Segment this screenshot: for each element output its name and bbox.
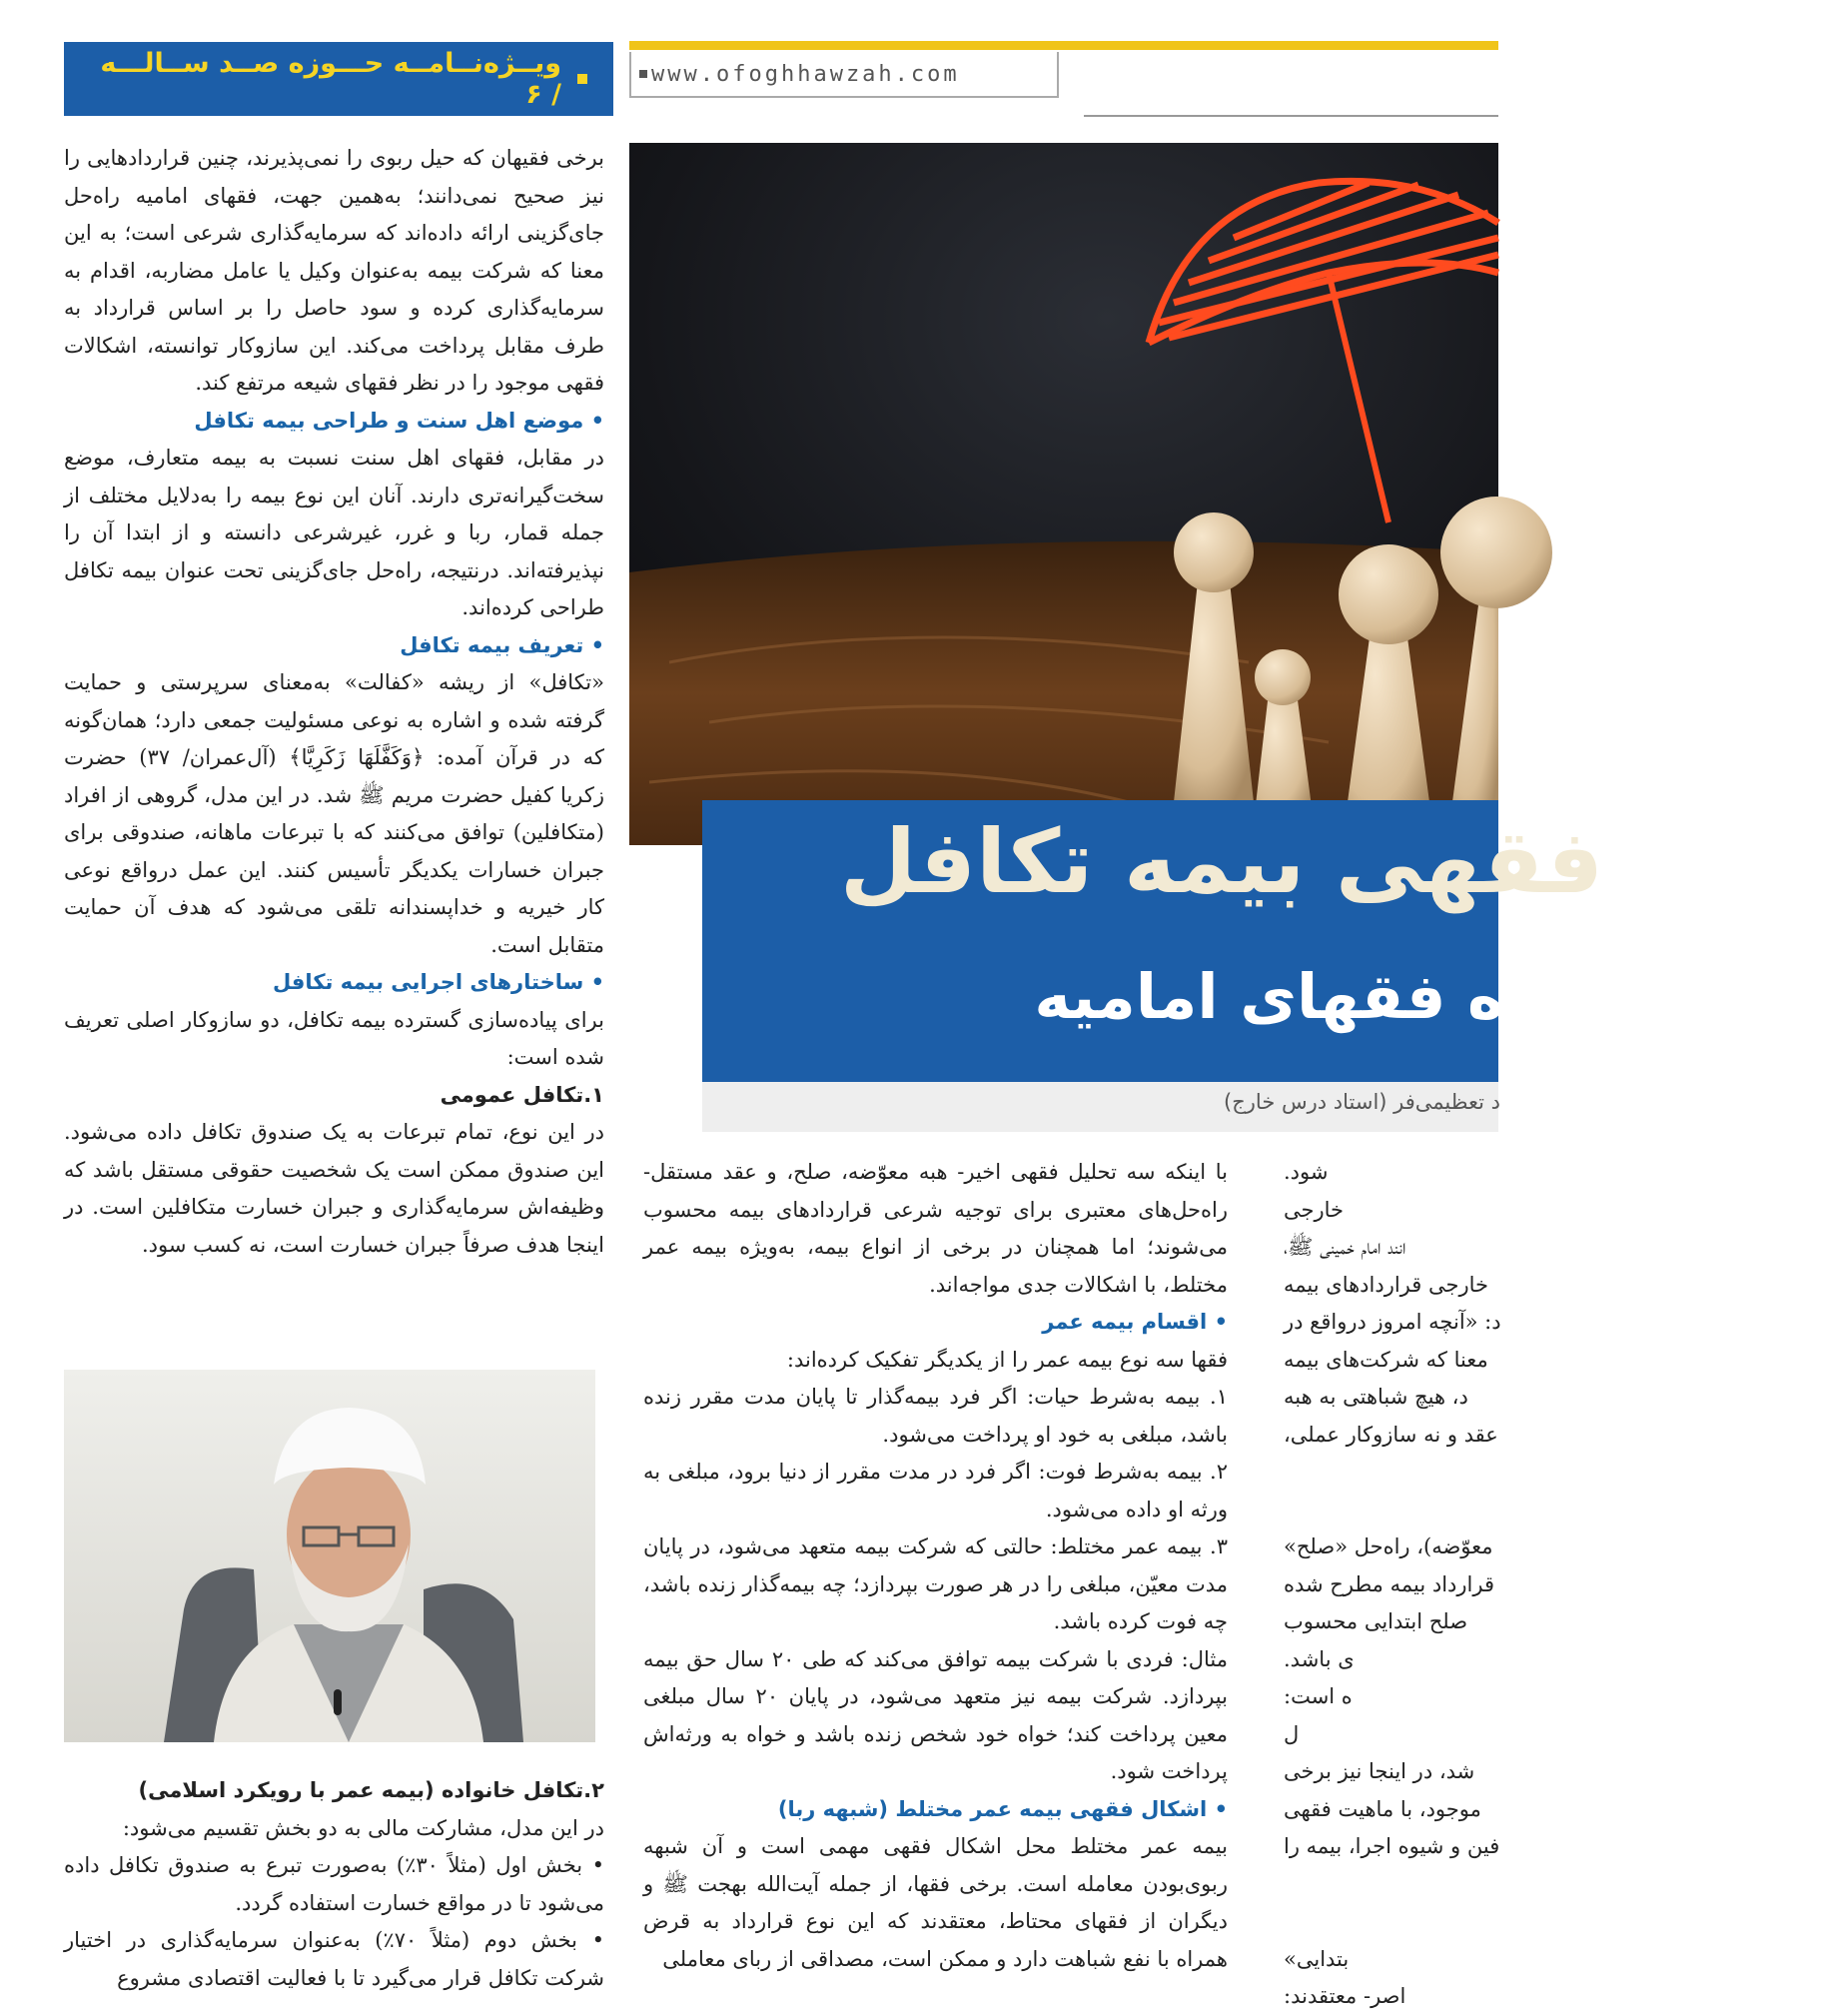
bullet-first-share: • بخش اول (مثلاً ۳۰٪) به‌صورت تبرع به صندوق تکافل داده می‌شود تا در مواقع خسارت استفاده گردد.: [64, 1853, 604, 1915]
text-line: شد، در اینجا نیز برخی: [1284, 1759, 1475, 1783]
text-line: بتدایی»: [1284, 1946, 1350, 1971]
subheading-general-takaful: ۱.تکافل عمومی: [440, 1082, 604, 1107]
paragraph-three-types: فقها سه نوع بیمه عمر را از یکدیگر تفکیک کرده‌اند:: [786, 1347, 1228, 1372]
text-line: د: «آنچه امروز درواقع در: [1284, 1310, 1501, 1334]
text-line: [1284, 1866, 1843, 1904]
text-line: موجود، با ماهیت فقهی: [1284, 1796, 1481, 1821]
list-item-death: ۲. بیمه به‌شرط فوت: اگر فرد در مدت مقرر از دنیا برود، مبلغی به ورثه او داده می‌شود.: [643, 1460, 1228, 1521]
paragraph-fiqh-analyses: با اینکه سه تحلیل فقهی اخیر- هبه معوّضه، صلح، و عقد مستقل- راه‌حل‌های معتبری برای توجیه شرعی قراردادهای بیمه محسوب می‌شوند؛ اما همچنان در برخی از انواع بیمه، به‌ویژه بیمه عمر مختلط، با اشکالات جدی مواجه‌اند.: [643, 1160, 1228, 1297]
text-line: قرارداد بیمه مطرح شده: [1284, 1571, 1494, 1596]
left-column: [64, 140, 604, 1369]
author-portrait-photo: [64, 1370, 595, 1742]
paragraph-takaful-definition: «تکافل» از ریشه «کفالت» به‌معنای سرپرستی و حمایت گرفته شده و اشاره به نوعی مسئولیت جمعی دارد؛ همان‌گونه که در قرآن آمده: ﴿وَكَفَّلَهَا زَكَرِيَّا﴾ (آل‌عمران/ ۳۷) حضرت زکریا کفیل حضرت مریم ﷺ شد. در این مدل، گروهی از افراد (متکافلین) توافق می‌کنند که با تبرعات ماهانه، صندوقی برای جبران خسارات یکدیگر تأسیس کنند. این عمل درواقع نوعی کار خیریه و خداپسندانه تلقی می‌شود که هدف آن حمایت متقابل است.: [64, 670, 604, 957]
text-line: فین و شیوه اجرا، بیمه را: [1284, 1834, 1500, 1858]
header-accent-bar: [629, 41, 1498, 50]
text-line: شود.: [1284, 1160, 1329, 1184]
text-line: ه است:: [1284, 1684, 1353, 1708]
subheading-takaful-definition: • تعریف بیمه تکافل: [400, 632, 604, 657]
subheading-family-takaful: ۲.تکافل خانواده (بیمه عمر با رویکرد اسلامی): [138, 1778, 604, 1802]
section-banner-label: ویــژه‌نــامــه حـــوزه صــد ســالـــه / ۶: [100, 48, 561, 110]
subheading-life-insurance-types: • اقسام بیمه عمر: [1042, 1310, 1228, 1334]
website-url[interactable]: www.ofoghhawzah.com: [651, 61, 960, 87]
text-line: د، هیچ شباهتی به هبه: [1284, 1385, 1468, 1409]
subheading-riba-issue: • اشکال فقهی بیمه عمر مختلط (شبهه ربا): [777, 1796, 1228, 1821]
subheading-sunni-position: • موضع اهل سنت و طراحی بیمه تکافل: [194, 408, 604, 433]
left-column-continued: [64, 1772, 604, 2001]
text-line: معوّضه)، راه‌حل «صلح»: [1284, 1534, 1493, 1558]
text-line: صلح ابتدایی محسوب: [1284, 1609, 1468, 1633]
section-banner: [64, 42, 613, 116]
byline-bar: [702, 1082, 1498, 1132]
bullet-square-icon: [639, 70, 647, 78]
text-line: [1284, 1454, 1843, 1492]
website-url-box[interactable]: [629, 52, 1059, 98]
paragraph-general-takaful: در این نوع، تمام تبرعات به یک صندوق تکافل داده می‌شود. این صندوق ممکن است یک شخصیت حقوقی مستقل باشد که وظیفه‌اش سرمایه‌گذاری و جبران خسارت متکافلین است. در اینجا هدف صرفاً جبران خسارت است، نه کسب سود.: [64, 1120, 604, 1257]
article-title-box: [702, 800, 1603, 1082]
paragraph-takaful-structures: برای پیاده‌سازی گسترده بیمه تکافل، دو سازوکار اصلی تعریف شده است:: [64, 1007, 604, 1069]
right-column-fragment: [1284, 1154, 1501, 2008]
paragraph-sunni-position: در مقابل، فقهای اهل سنت نسبت به بیمه متعارف، موضع سخت‌گیرانه‌تری دارند. آنان این نوع بیمه را به‌دلایل مختلف از جمله قمار، ربا و غرر، غیرشرعی دانسته و از ابتدا آن را نپذیرفته‌اند. درنتیجه، راه‌حل جای‌گزینی تحت عنوان بیمه تکافل طراحی کرده‌اند.: [64, 446, 604, 619]
list-item-mixed: ۳. بیمه عمر مختلط: حالتی که شرکت بیمه متعهد می‌شود، در پایان مدت معیّن، مبلغی را در هر صورت بپردازد؛ چه بیمه‌گذار زنده باشد، چه فوت کرده باشد.: [643, 1534, 1228, 1633]
paragraph-family-takaful: در این مدل، مشارکت مالی به دو بخش تقسیم می‌شود:: [122, 1815, 604, 1840]
text-line: انند امام خمینی ﷺ،: [1284, 1235, 1406, 1259]
paragraph-intro: برخی فقیهان که حیل ربوی را نمی‌پذیرند، چنین قراردادهایی را نیز صحیح نمی‌دانند؛ به‌همین جهت، فقهای امامیه راه‌حل جای‌گزینی ارائه داده‌اند که سرمایه‌گذاری شرعی است؛ به این معنا که شرکت بیمه به‌عنوان وکیل یا عامل مضاربه، اقدام به سرمایه‌گذاری کرده و سود حاصل را بر اساس قرارداد به طرف مقابل پرداخت می‌کند. این سازوکار توانسته، اشکالات فقهی موجود را در نظر فقهای شیعه مرتفع کند.: [64, 146, 604, 395]
author-byline: د تعظیمی‌فر (استاد درس خارج): [1224, 1090, 1500, 1114]
text-line: خارجی قراردادهای بیمه: [1284, 1272, 1488, 1297]
subheading-takaful-structures: • ساختارهای اجرایی بیمه تکافل: [272, 970, 604, 994]
text-line: اصر- معتقدند:: [1284, 1984, 1406, 2008]
text-line: معنا که شرکت‌های بیمه: [1284, 1347, 1488, 1372]
paragraph-example: مثال: فردی با شرکت بیمه توافق می‌کند که طی ۲۰ سال حق بیمه بپردازد. شرکت بیمه نیز متعهد می‌شود، در پایان ۲۰ سال مبلغی معین پرداخت کند؛ خواه خود شخص زنده باشد و خواه به ورثه‌اش پرداخت شود.: [643, 1646, 1228, 1783]
bullet-second-share: • بخش دوم (مثلاً ۷۰٪) به‌عنوان سرمایه‌گذاری در اختیار شرکت تکافل قرار می‌گیرد تا با فعالیت اقتصادی مشروع: [64, 1928, 604, 1990]
article-title-line-2: گاه فقهای امامیه: [1034, 960, 1563, 1033]
middle-column: [643, 1154, 1228, 2001]
header-rule: [1084, 115, 1498, 117]
paragraph-riba-issue: بیمه عمر مختلط محل اشکال فقهی مهمی است و آن شبهه ربوی‌بودن معامله است. برخی فقها، از جمله آیت‌الله بهجت ﷺ و دیگران از فقهای محتاط، معتقدند که این نوع قرارداد به قرض همراه با نفع شباهت دارد و ممکن است، مصداقی از ربای معاملی: [643, 1834, 1228, 1971]
text-line: [1284, 1903, 1843, 1941]
hero-photo-umbrella-family: [629, 143, 1498, 845]
text-line: خارجی: [1284, 1197, 1345, 1222]
text-line: عقد و نه سازوکار عملی،: [1284, 1422, 1498, 1447]
list-item-survival: ۱. بیمه به‌شرط حیات: اگر فرد بیمه‌گذار تا پایان مدت مقرر زنده باشد، مبلغی به خود او پرداخت می‌شود.: [643, 1385, 1228, 1447]
text-line: [1284, 1492, 1843, 1529]
article-title-line-1: فقهی بیمه تکافل: [839, 810, 1603, 913]
text-line: ی باشد.: [1284, 1646, 1355, 1671]
text-line: ل: [1284, 1721, 1300, 1746]
bullet-square-icon: [577, 74, 587, 84]
